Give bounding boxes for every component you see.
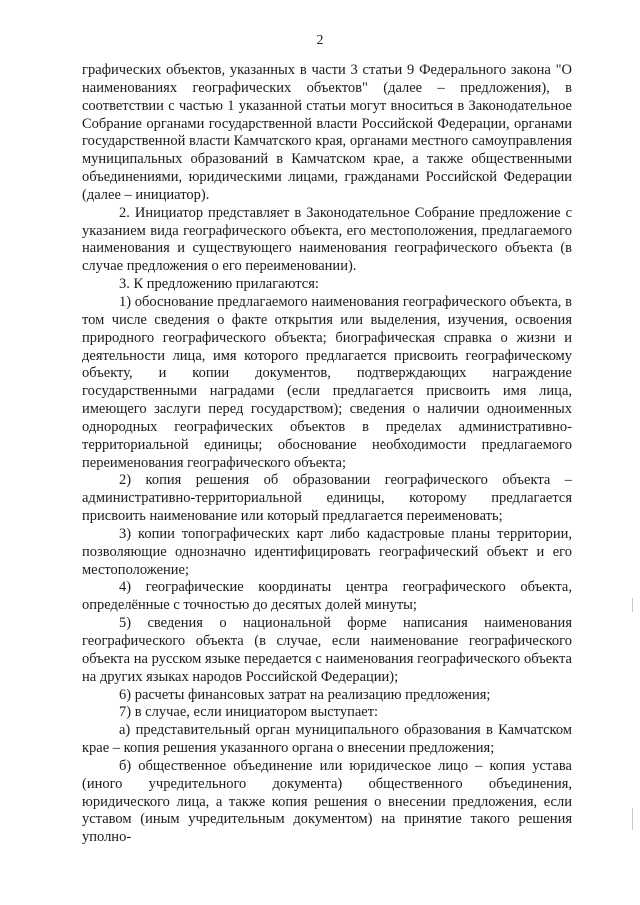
paragraph-item-2: 2. Инициатор представляет в Законодательное Собрание предложение с указанием вида географического объекта, его местоположения, предлагаемого наименования и существующего наименования географического объекта (в случае предложения о его переименовании). — [82, 204, 572, 275]
scan-edge-mark — [632, 808, 633, 830]
scan-edge-mark — [632, 598, 633, 612]
paragraph-subitem-7b: б) общественное объединение или юридическое лицо – копия устава (иного учредительного документа) общественного объединения, юридического лица, а также копия решения о внесении предложения, если уставом (иным учредительным документом) на принятие такого решения уполно- — [82, 757, 572, 846]
page-number: 2 — [316, 33, 324, 48]
paragraph-subitem-5: 5) сведения о национальной форме написания наименования географического объекта (в случае, если наименование географического объекта на русском языке передается с наименования географического объекта на других языках народов Российской Федерации); — [82, 615, 572, 685]
paragraph-subitem-7a: а) представительный орган муниципального образования в Камчатском крае – копия решения указанного органа о внесении предложения; — [82, 722, 572, 757]
paragraph-subitem-2: 2) копия решения об образовании географического объекта – административно-территориальной единицы, которому предлагается присвоить наименование или который предлагается переименовать; — [82, 472, 572, 525]
document-body — [82, 62, 572, 847]
paragraph-subitem-6: 6) расчеты финансовых затрат на реализацию предложения; — [119, 686, 491, 703]
paragraph-subitem-3: 3) копии топографических карт либо кадастровые планы территории, позволяющие однозначно идентифицировать географический объект и его местоположение; — [82, 525, 572, 578]
paragraph-subitem-4: 4) географические координаты центра географического объекта, определённые с точностью до десятых долей минуты; — [82, 579, 572, 614]
paragraph-subitem-7: 7) в случае, если инициатором выступает: — [119, 704, 379, 721]
paragraph-subitem-1: 1) обоснование предлагаемого наименования географического объекта, в том числе сведения о факте открытия или выделения, изучения, освоения природного географического объекта; биографическая справка о жизни и деятельности лица, имя которого предлагается присвоить географическому объекту, и копии документов, подтверждающих награждение государственными наградами (если предлагается присвоить имя лица, имеющего заслуги перед государством); сведения о наличии одноименных однородных географических объектов в пределах административно-территориальной единицы; обоснование необходимости предлагаемого переименования географического объекта; — [82, 293, 572, 471]
paragraph-continuation: графических объектов, указанных в части 3 статьи 9 Федерального закона "О наименованиях географических объектов" (далее – предложения), в соответствии с частью 1 указанной статьи могут вноситься в Законодательное Собрание органами государственной власти Российской Федерации, органами государственной власти Камчатского края, органами местного самоуправления муниципальных образований в Камчатском крае, а также общественными объединениями, юридическими лицами, гражданами Российской Федерации (далее – инициатор). — [82, 62, 572, 203]
paragraph-item-3: 3. К предложению прилагаются: — [119, 276, 319, 293]
